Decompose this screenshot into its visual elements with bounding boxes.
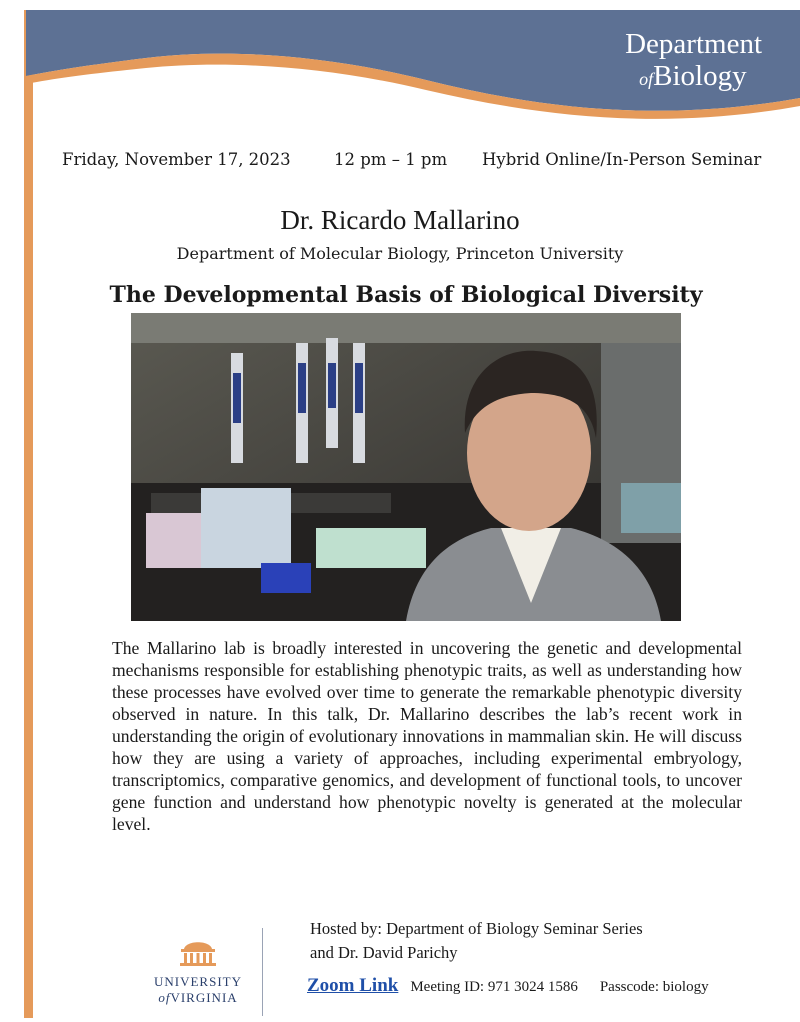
department-of: of — [639, 69, 654, 89]
zoom-link[interactable]: Zoom Link — [307, 975, 399, 996]
left-accent-bar — [24, 10, 33, 1018]
hosted-line-2: and Dr. David Parichy — [310, 943, 458, 962]
biology-word: Biology — [653, 60, 747, 92]
footer-divider — [262, 928, 263, 1016]
event-time: 12 pm – 1 pm — [334, 150, 448, 169]
uva-logo-university: UNIVERSITY — [154, 974, 242, 989]
meeting-id: Meeting ID: 971 3024 1586 — [410, 979, 578, 995]
event-date: Friday, November 17, 2023 — [62, 150, 291, 169]
speaker-name: Dr. Ricardo Mallarino — [280, 205, 520, 235]
talk-abstract: The Mallarino lab is broadly interested in uncovering the genetic and developmental mechanisms responsible for establishing phenotypic traits, as well as understanding how these processes have evolved over time to generate the remarkable phenotypic diversity observed in nature. In this talk, Dr. Mallarino describes the lab’s recent work in understanding the origin of evolutionary innovations in mammalian skin. He will discuss how they are using a variety of approaches, including experimental embryology, transcriptomics, comparative genomics, and development of functional tools, to uncover gene function and understand how phenotypic novelty is generated at the molecular level. — [112, 638, 742, 834]
meeting-links — [307, 975, 709, 997]
speaker-affiliation: Department of Molecular Biology, Princeton University — [176, 244, 624, 263]
uva-logo-virginia: VIRGINIA — [170, 990, 238, 1005]
rotunda-icon — [178, 935, 218, 967]
department-logo — [625, 28, 762, 97]
talk-title: The Developmental Basis of Biological Diversity — [109, 282, 703, 308]
passcode: Passcode: biology — [599, 979, 709, 995]
header-banner — [26, 10, 800, 125]
hosted-line-1: Hosted by: Department of Biology Seminar Series — [310, 919, 643, 938]
uva-logo-of: of — [158, 990, 171, 1005]
uva-logo — [150, 935, 246, 1006]
speaker-photo — [131, 313, 681, 621]
event-format: Hybrid Online/In-Person Seminar — [482, 150, 762, 169]
department-word: Department — [625, 28, 762, 60]
hosted-by — [310, 917, 643, 965]
